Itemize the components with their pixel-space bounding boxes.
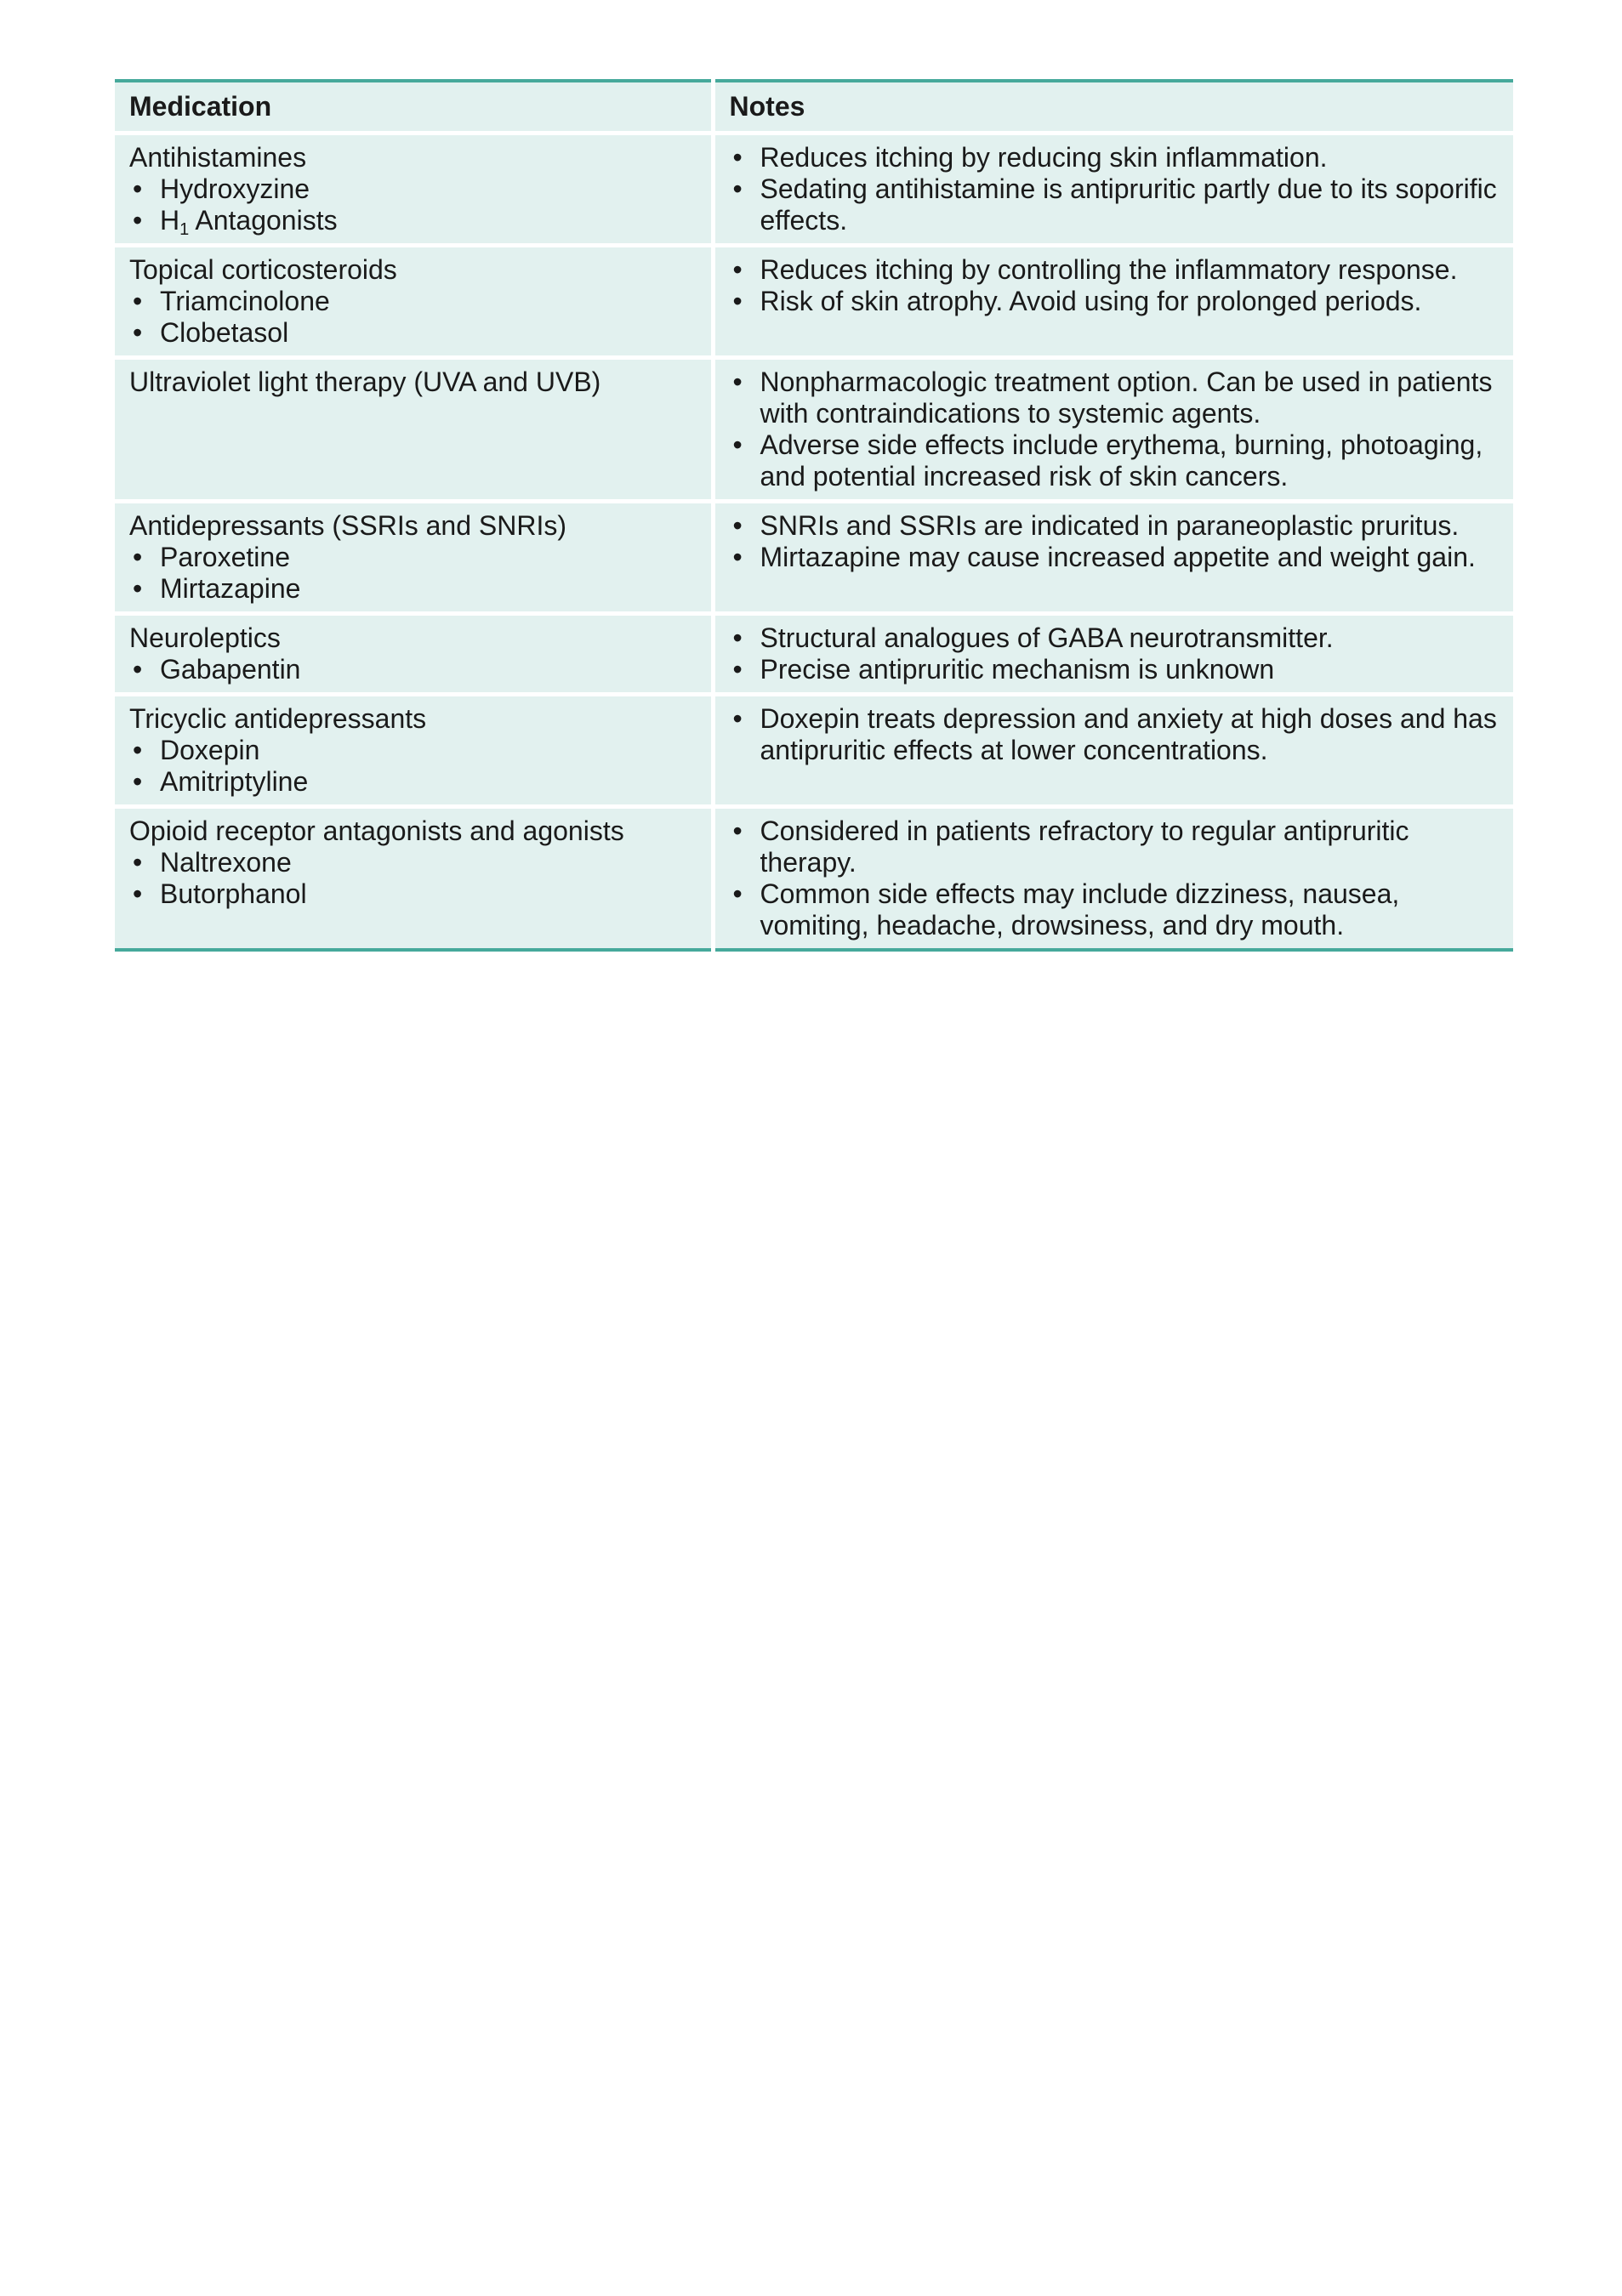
note-item: • Sedating antihistamine is antipruritic partly due to its soporific effects. [730,173,1500,236]
note-item: • Considered in patients refractory to regular antipruritic therapy. [730,816,1500,878]
note-item: • SNRIs and SSRIs are indicated in paraneoplastic pruritus. [730,510,1500,542]
notes-cell [713,134,1513,246]
medication-name: Ultraviolet light therapy (UVA and UVB) [129,367,601,397]
notes-list [730,622,1500,685]
table-row [115,358,1513,502]
drug-suffix: Antagonists [189,205,338,236]
notes-cell [713,695,1513,807]
note-item: • Precise antipruritic mechanism is unknown [730,654,1500,685]
drug-item: • Naltrexone [129,847,697,878]
note-item: • Structural analogues of GABA neurotransmitter. [730,622,1500,654]
medication-name: Antidepressants (SSRIs and SNRIs) [129,510,566,541]
notes-list [730,367,1500,492]
medication-cell [115,134,713,246]
drug-item: • Clobetasol [129,317,697,349]
drug-item: • Mirtazapine [129,573,697,605]
medication-cell [115,502,713,614]
drug-list [129,542,697,605]
notes-list [730,254,1500,317]
table-row [115,134,1513,246]
header-notes: Notes [713,81,1513,134]
table-row [115,695,1513,807]
note-item: • Reduces itching by controlling the inflammatory response. [730,254,1500,286]
medication-name: Topical corticosteroids [129,254,397,285]
medication-name: Antihistamines [129,142,307,173]
drug-list [129,847,697,910]
medication-table-container [115,79,1513,952]
note-item: • Common side effects may include dizziness, nausea, vomiting, headache, drowsiness, and dry mouth. [730,878,1500,941]
medication-name: Tricyclic antidepressants [129,703,427,734]
drug-subscript: 1 [179,220,190,239]
medication-name: Opioid receptor antagonists and agonists [129,816,624,846]
note-item: • Doxepin treats depression and anxiety at high doses and has antipruritic effects at lower concentrations. [730,703,1500,766]
drug-item: • Butorphanol [129,878,697,910]
medication-name: Neuroleptics [129,622,281,653]
drug-item: • Gabapentin [129,654,697,685]
medication-cell [115,695,713,807]
note-item: • Adverse side effects include erythema, burning, photoaging, and potential increased risk of skin cancers. [730,429,1500,492]
notes-cell [713,502,1513,614]
drug-list [129,286,697,349]
notes-cell [713,807,1513,951]
notes-cell [713,358,1513,502]
drug-item [129,205,697,239]
table-header-row [115,81,1513,134]
medication-cell [115,358,713,502]
note-item: • Nonpharmacologic treatment option. Can be used in patients with contraindications to systemic agents. [730,367,1500,429]
table-row [115,502,1513,614]
drug-item: • Hydroxyzine [129,173,697,205]
drug-item: • Paroxetine [129,542,697,573]
drug-item: • Triamcinolone [129,286,697,317]
notes-list [730,510,1500,573]
drug-list [129,173,697,239]
notes-list [730,703,1500,766]
notes-cell [713,246,1513,358]
note-item: • Risk of skin atrophy. Avoid using for prolonged periods. [730,286,1500,317]
drug-item: • Amitriptyline [129,766,697,798]
notes-cell [713,614,1513,695]
note-item: • Mirtazapine may cause increased appetite and weight gain. [730,542,1500,573]
drug-item: • Doxepin [129,735,697,766]
note-item: • Reduces itching by reducing skin inflammation. [730,142,1500,173]
drug-prefix: H [160,205,180,236]
table-row [115,246,1513,358]
medication-table [115,79,1513,952]
notes-list [730,142,1500,236]
table-row [115,614,1513,695]
drug-list [129,735,697,798]
header-medication: Medication [115,81,713,134]
table-row [115,807,1513,951]
medication-cell [115,614,713,695]
medication-cell [115,807,713,951]
drug-list [129,654,697,685]
notes-list [730,816,1500,941]
medication-cell [115,246,713,358]
